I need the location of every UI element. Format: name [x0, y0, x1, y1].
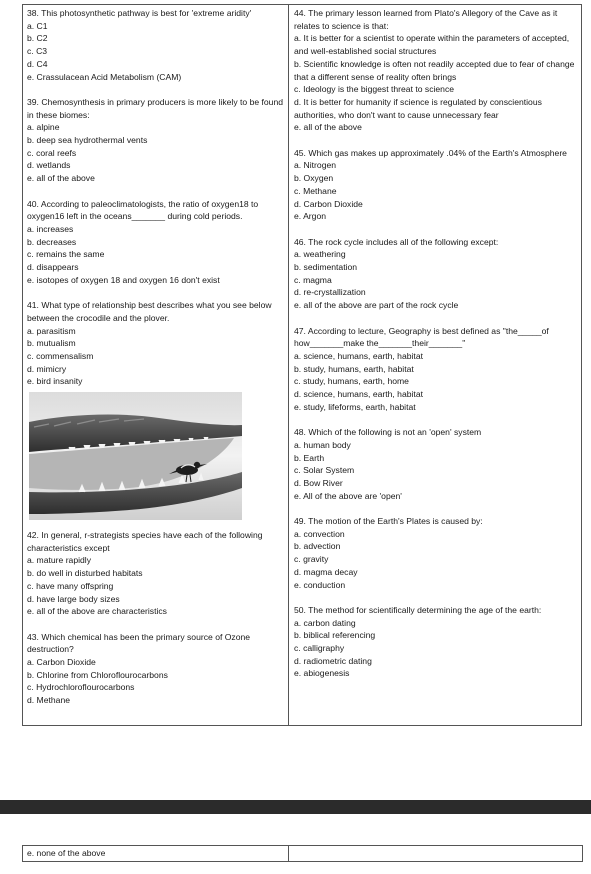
option: d. Methane: [27, 695, 70, 706]
option: b. advection: [294, 541, 341, 552]
question-text: 45. Which gas makes up approximately .04% of the Earth's Atmosphere: [294, 147, 567, 158]
option: d. mimicry: [27, 363, 67, 374]
continuation-row: [22, 845, 583, 862]
option: a. parasitism: [27, 325, 76, 336]
option: b. study, humans, earth, habitat: [294, 363, 414, 374]
option: d. Carbon Dioxide: [294, 198, 363, 209]
question-text: 44. The primary lesson learned from Plato's Allegory of the Cave as it relates to science is that:: [294, 8, 558, 31]
option: e. all of the above are part of the rock cycle: [294, 300, 459, 311]
option: d. C4: [27, 58, 48, 69]
option: a. weathering: [294, 249, 346, 260]
option: a. carbon dating: [294, 617, 356, 628]
question-45: [294, 147, 578, 223]
question-49: [294, 515, 578, 591]
option: e. all of the above: [294, 122, 362, 133]
option: e. isotopes of oxygen 18 and oxygen 16 don't exist: [27, 274, 220, 285]
option: b. do well in disturbed habitats: [27, 568, 143, 579]
crocodile-plover-photo: [29, 392, 242, 520]
option: d. It is better for humanity if science is regulated by conscientious authorities, who don't want to cause unnecessary fear: [294, 96, 542, 120]
option: c. Ideology is the biggest threat to science: [294, 84, 455, 95]
option: a. mature rapidly: [27, 555, 92, 566]
option: b. deep sea hydrothermal vents: [27, 135, 148, 146]
question-text: 49. The motion of the Earth's Plates is caused by:: [294, 516, 483, 527]
quiz-sheet: [22, 4, 582, 726]
question-text: 43. Which chemical has been the primary source of Ozone destruction?: [27, 631, 251, 655]
option: a. science, humans, earth, habitat: [294, 350, 423, 361]
question-text: 48. Which of the following is not an 'open' system: [294, 427, 482, 438]
option: d. Bow River: [294, 477, 343, 488]
option: c. calligraphy: [294, 643, 345, 654]
option: e. all of the above are characteristics: [27, 606, 167, 617]
question-40: [27, 198, 284, 287]
option: e. Argon: [294, 211, 327, 222]
option: b. Oxygen: [294, 173, 334, 184]
option: d. wetlands: [27, 160, 71, 171]
option: c. study, humans, earth, home: [294, 376, 409, 387]
option: e. conduction: [294, 579, 346, 590]
option: b. biblical referencing: [294, 630, 376, 641]
option: d. magma decay: [294, 566, 358, 577]
question-text: 39. Chemosynthesis in primary producers is more likely to be found in these biomes:: [27, 96, 284, 120]
option: c. gravity: [294, 554, 329, 565]
option: d. re-crystallization: [294, 287, 366, 298]
option: d. radiometric dating: [294, 655, 372, 666]
question-text: 46. The rock cycle includes all of the following except:: [294, 236, 499, 247]
option: e. bird insanity: [27, 376, 83, 387]
question-39: [27, 96, 284, 185]
option: a. C1: [27, 20, 48, 31]
option: a. increases: [27, 223, 74, 234]
question-50: [294, 604, 578, 680]
option: c. commensalism: [27, 350, 94, 361]
option: b. decreases: [27, 236, 77, 247]
option: a. convection: [294, 528, 345, 539]
question-text: 42. In general, r-strategists species have each of the following characteristics except: [27, 530, 263, 553]
option: e. all of the above: [27, 173, 95, 184]
option: c. Hydrochloroflourocarbons: [27, 682, 135, 693]
option: b. Earth: [294, 452, 325, 463]
question-46: [294, 236, 578, 312]
question-42: [27, 529, 284, 618]
question-41: [27, 299, 284, 388]
option: a. It is better for a scientist to operate within the parameters of accepted, and well-established social structures: [294, 33, 570, 57]
option: e. All of the above are 'open': [294, 490, 402, 501]
option: b. mutualism: [27, 338, 76, 349]
page-break-strip: [0, 800, 591, 814]
option: b. Chlorine from Chloroflourocarbons: [27, 669, 168, 680]
option: c. Solar System: [294, 465, 355, 476]
option: a. Nitrogen: [294, 160, 337, 171]
option: c. remains the same: [27, 249, 105, 260]
question-text: 38. This photosynthetic pathway is best for 'extreme aridity': [27, 8, 252, 18]
option: a. alpine: [27, 122, 60, 133]
question-text: 47. According to lecture, Geography is best defined as "the_____of how_______make the_______their_______": [294, 325, 549, 349]
question-48: [294, 426, 578, 502]
left-column: [23, 5, 289, 725]
option: a. Carbon Dioxide: [27, 657, 96, 668]
question-43: [27, 631, 284, 707]
option: c. Methane: [294, 185, 337, 196]
option: e. abiogenesis: [294, 668, 350, 679]
option: b. Scientific knowledge is often not readily accepted due to fear of change that a different sense of reality often brings: [294, 58, 575, 82]
continuation-left-cell: e. none of the above: [23, 846, 289, 861]
question-44: [294, 7, 578, 134]
right-column: [289, 5, 582, 725]
option: e. study, lifeforms, earth, habitat: [294, 401, 416, 412]
option: b. C2: [27, 33, 48, 44]
option: c. coral reefs: [27, 147, 77, 158]
continuation-right-cell: [289, 846, 582, 861]
option: c. C3: [27, 46, 48, 57]
question-text: 50. The method for scientifically determining the age of the earth:: [294, 604, 542, 615]
option: c. magma: [294, 274, 332, 285]
option: d. disappears: [27, 262, 79, 273]
option: d. science, humans, earth, habitat: [294, 389, 423, 400]
option: a. human body: [294, 439, 351, 450]
option: e. Crassulacean Acid Metabolism (CAM): [27, 71, 182, 82]
option: b. sedimentation: [294, 262, 358, 273]
question-text: 40. According to paleoclimatologists, the ratio of oxygen18 to oxygen16 left in the oceans_______ during cold periods.: [27, 198, 259, 222]
question-47: [294, 325, 578, 414]
option: c. have many offspring: [27, 580, 114, 591]
question-38: [27, 7, 284, 83]
option: d. have large body sizes: [27, 593, 120, 604]
question-text: 41. What type of relationship best describes what you see below between the crocodile and the plover.: [27, 300, 272, 323]
